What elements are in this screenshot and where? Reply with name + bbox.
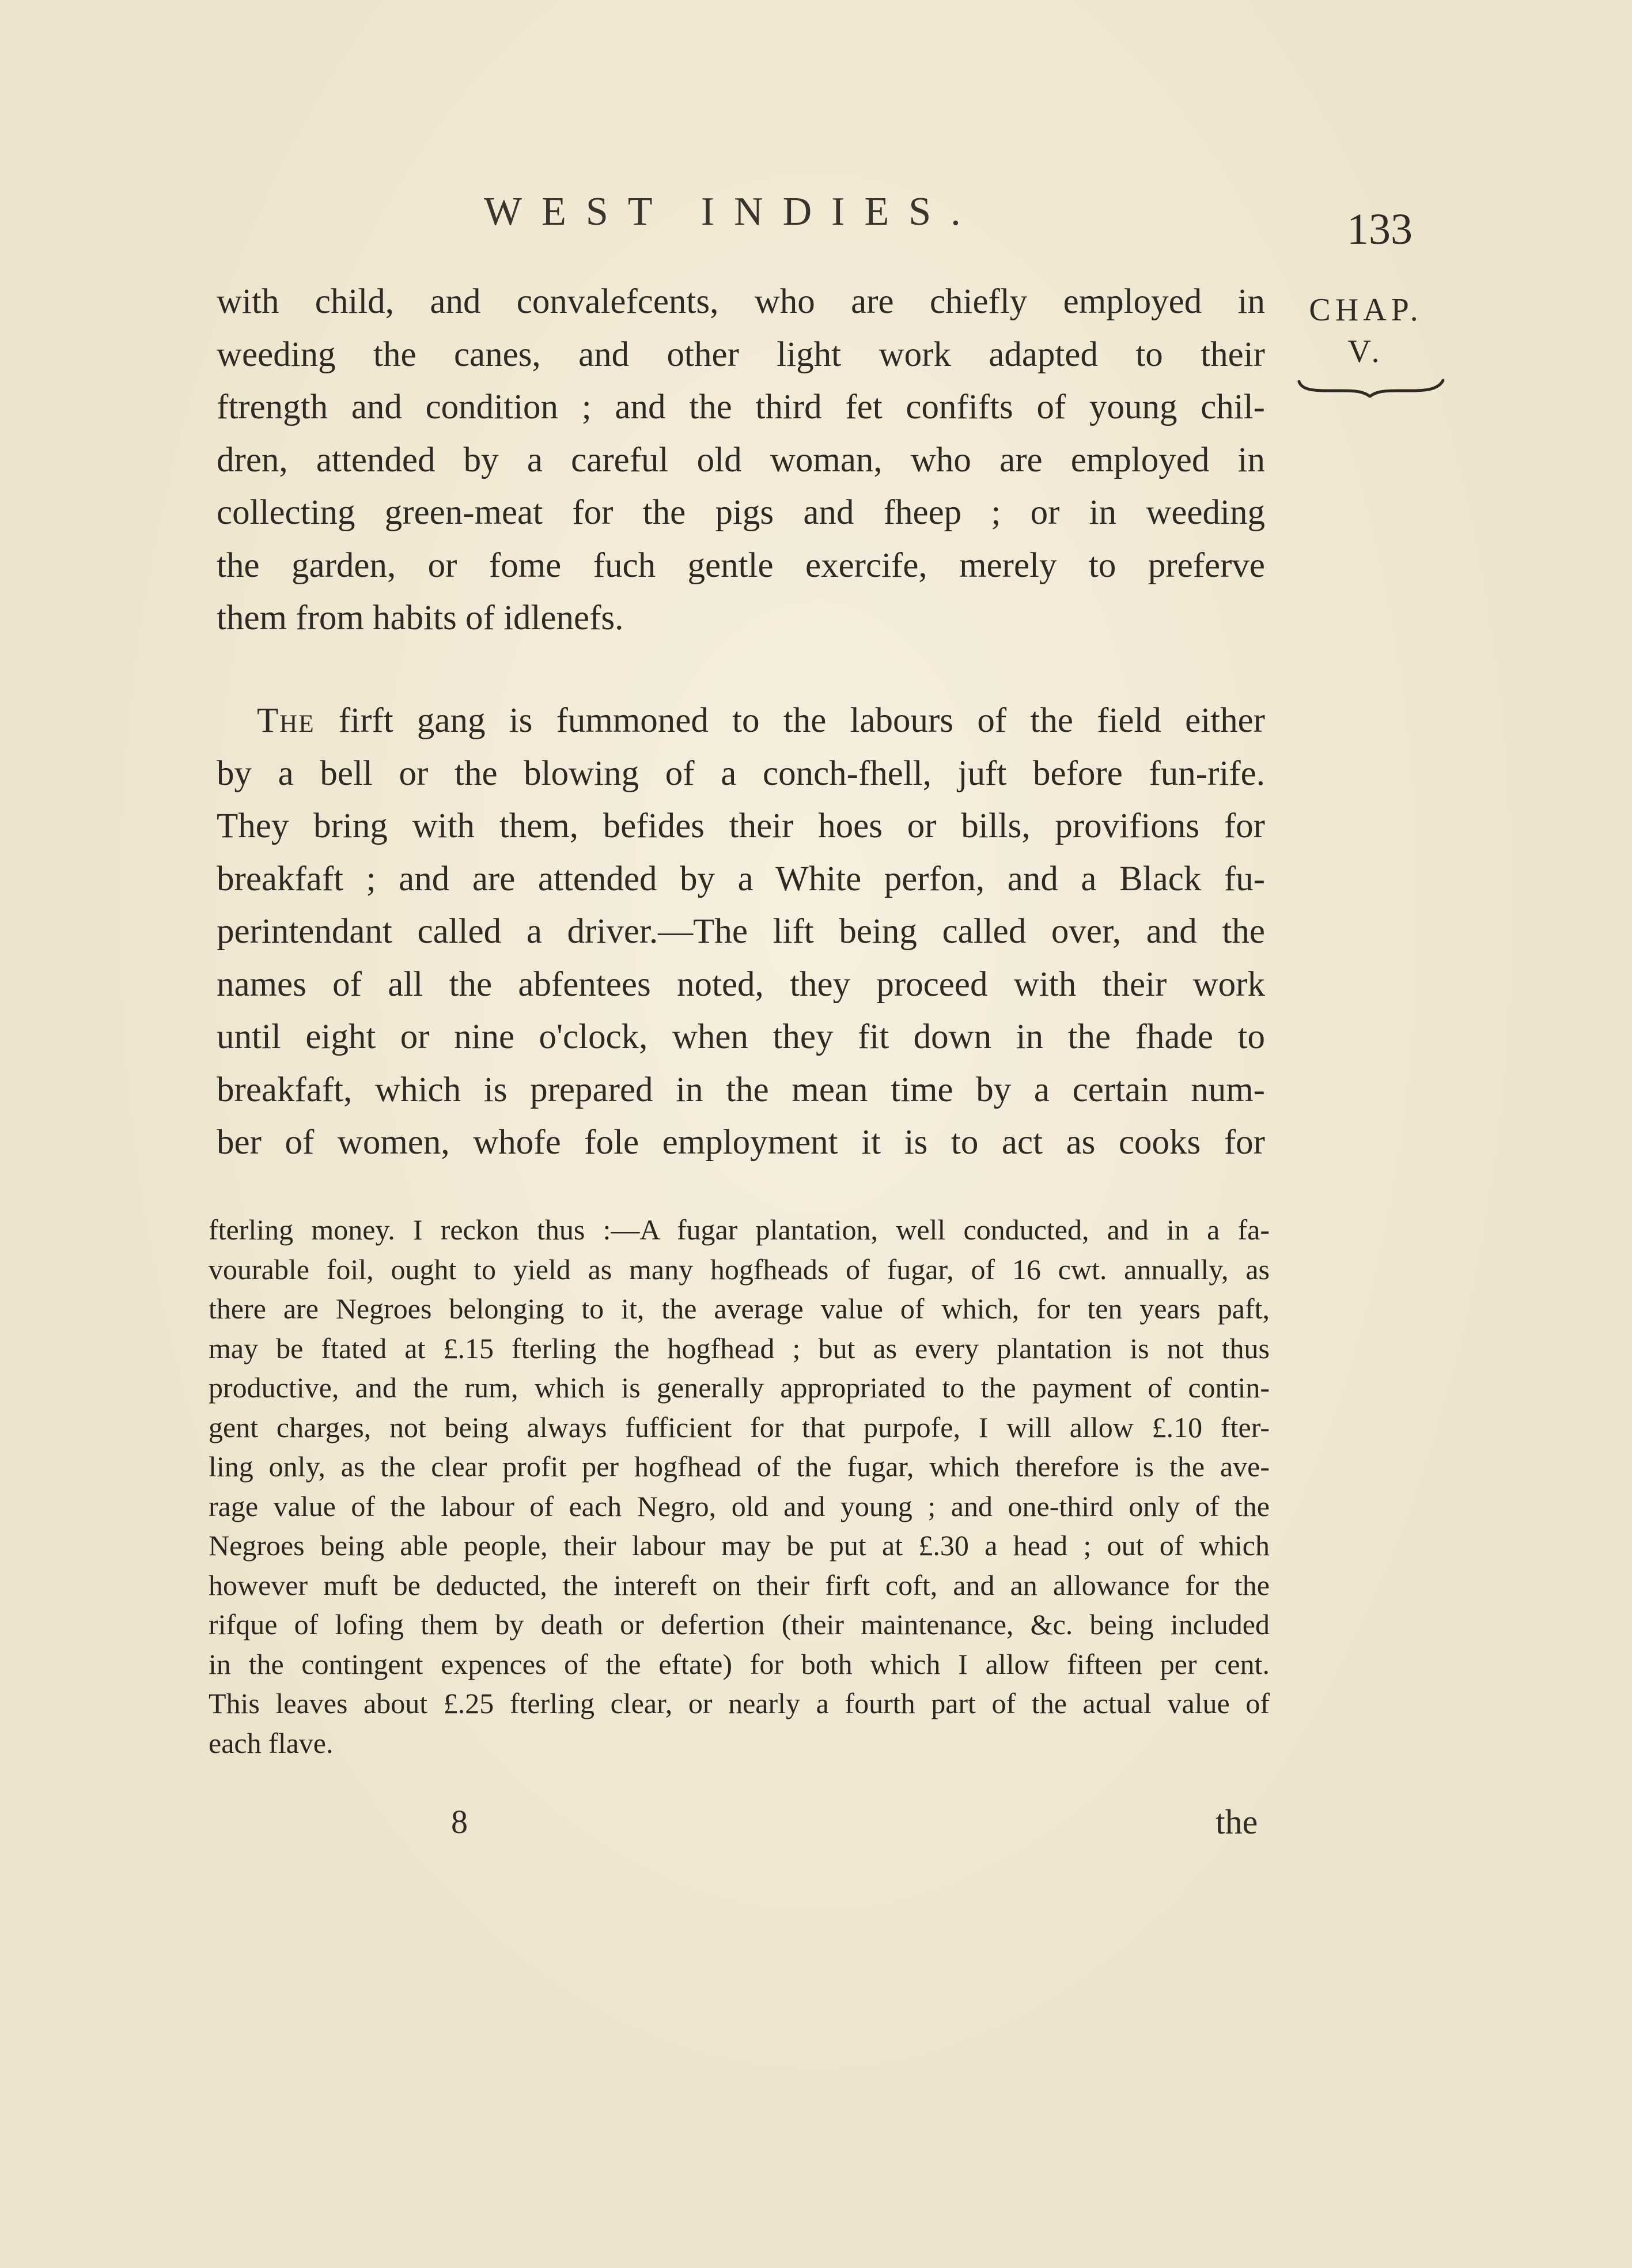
signature-mark: 8 (451, 1803, 468, 1840)
text-line: They bring with them, befides their hoes or bills, provifions for (217, 807, 1265, 845)
page-number: 133 (1347, 205, 1413, 254)
text-line: by a bell or the blowing of a conch-fhell, juft before fun-rife. (217, 754, 1265, 793)
brace-ornament (1296, 375, 1446, 398)
small-caps-lead: The (257, 701, 315, 740)
paragraph-2 (217, 694, 1265, 1169)
text-line: dren, attended by a careful old woman, who are employed in (217, 440, 1265, 479)
footnote-line: there are Negroes belonging to it, the average value of which, for ten years paft, (209, 1292, 1270, 1325)
footnote-line: Negroes being able people, their labour may be put at £.30 a head ; out of which (209, 1529, 1270, 1562)
paragraph-1 (217, 275, 1265, 645)
text-line: perintendant called a driver.—The lift being called over, and the (217, 912, 1265, 951)
footnote-line: may be ftated at £.15 fterling the hogfhead ; but as every plantation is not thus (209, 1332, 1270, 1364)
text-line: until eight or nine o'clock, when they fit down in the fhade to (217, 1018, 1265, 1056)
first-line-text: firft gang is fummoned to the labours of the field either (315, 701, 1265, 740)
footnote (209, 1210, 1270, 1763)
text-line: ber of women, whofe fole employment it is to act as cooks for (217, 1123, 1265, 1162)
text-line: names of all the abfentees noted, they proceed with their work (217, 965, 1265, 1004)
footnote-line: vourable foil, ought to yield as many hogfheads of fugar, of 16 cwt. annually, as (209, 1253, 1270, 1286)
footnote-line: ling only, as the clear profit per hogfhead of the fugar, which therefore is the ave- (209, 1450, 1270, 1483)
footnote-line: in the contingent expences of the eftate) for both which I allow fifteen per cent. (209, 1647, 1270, 1680)
running-head: WEST INDIES. (484, 190, 980, 234)
footnote-line: each flave. (209, 1726, 334, 1759)
footnote-line: rifque of lofing them by death or defertion (their maintenance, &c. being included (209, 1608, 1270, 1640)
text-line: collecting green-meat for the pigs and fheep ; or in weeding (217, 493, 1265, 532)
margin-note-chap: CHAP. (1309, 292, 1423, 328)
chapter-margin-note (1300, 289, 1432, 372)
text-line-first (217, 694, 1265, 747)
text-line: breakfaft, which is prepared in the mean time by a certain num- (217, 1070, 1265, 1109)
footnote-line: gent charges, not being always fufficient for that purpofe, I will allow £.10 fter- (209, 1411, 1270, 1443)
footnote-line: This leaves about £.25 fterling clear, or nearly a fourth part of the actual value of (209, 1687, 1270, 1719)
footnote-line: rage value of the labour of each Negro, old and young ; and one-third only of the (209, 1490, 1270, 1522)
text-line: the garden, or fome fuch gentle exercife, merely to preferve (217, 546, 1265, 585)
margin-note-number: V. (1347, 334, 1384, 369)
text-line: them from habits of idlenefs. (217, 599, 624, 637)
catchword: the (1216, 1803, 1258, 1841)
text-line: with child, and convalefcents, who are chiefly employed in (217, 282, 1265, 321)
footnote-line: fterling money. I reckon thus :—A fugar plantation, well conducted, and in a fa- (209, 1214, 1270, 1246)
text-line: breakfaft ; and are attended by a White perfon, and a Black fu- (217, 859, 1265, 898)
footnote-line: productive, and the rum, which is generally appropriated to the payment of contin- (209, 1371, 1270, 1404)
footnote-line: however muft be deducted, the intereft on their firft coft, and an allowance for the (209, 1568, 1270, 1601)
text-line: weeding the canes, and other light work adapted to their (217, 335, 1265, 374)
text-line: ftrength and condition ; and the third fet confifts of young chil- (217, 388, 1265, 426)
